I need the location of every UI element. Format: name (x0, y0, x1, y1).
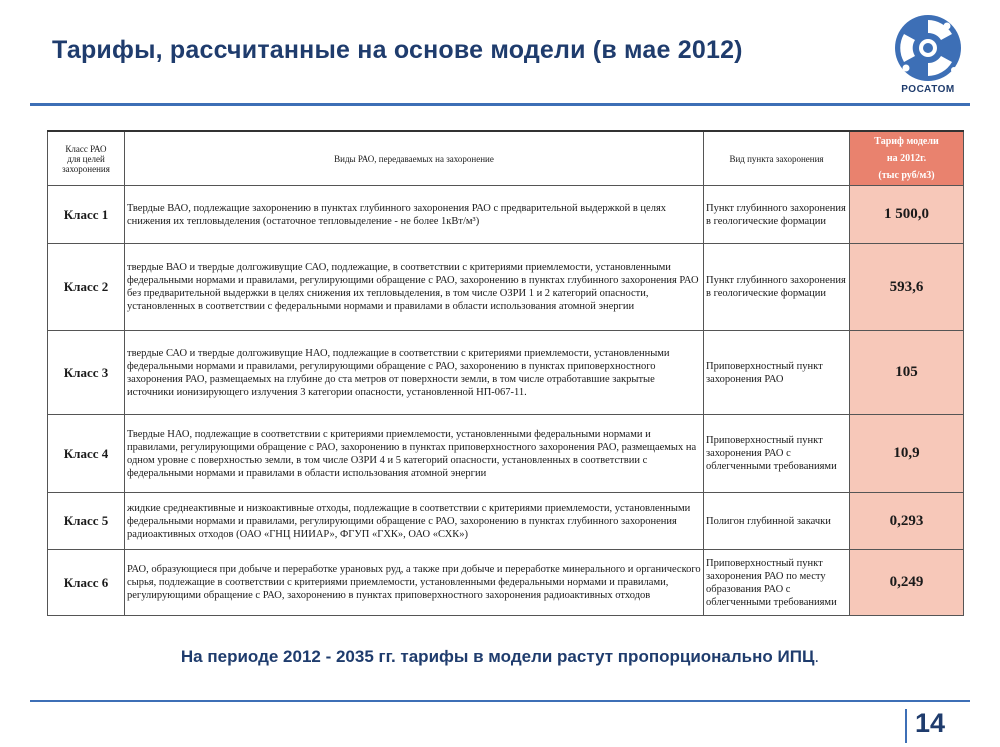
tariff-value-cell: 1 500,0 (850, 186, 964, 244)
footnote-text: На периоде 2012 - 2035 гг. тарифы в модели растут пропорционально ИПЦ (180, 647, 815, 666)
site-cell: Приповерхностный пункт захоронения РАО с облегченными требованиями (704, 415, 850, 493)
tariff-table (47, 130, 964, 616)
header-divider (30, 103, 970, 106)
description-cell: жидкие среднеактивные и низкоактивные отходы, подлежащие в соответствии с критериями приемлемости, установленными федеральными нормами и правилами, регулирующими обращение с РАО, захоронению в пунктах глубинного захоронения радиоактивных отходов (ОАО «ГНЦ НИИАР», ФГУП «ГХК», ОАО «СХК») (125, 493, 704, 550)
table-row (48, 415, 964, 493)
tariff-value-cell: 0,249 (850, 550, 964, 616)
table-row (48, 331, 964, 415)
site-cell: Полигон глубинной закачки (704, 493, 850, 550)
header-tariff (850, 131, 964, 186)
site-cell: Пункт глубинного захоронения в геологические формации (704, 244, 850, 331)
logo-text: РОСАТОМ (901, 84, 955, 95)
table-row (48, 493, 964, 550)
footnote (0, 647, 1000, 667)
header-site: Вид пункта захоронения (704, 131, 850, 186)
header-tariff-line1: Тариф модели (874, 136, 939, 147)
rosatom-logo (884, 12, 972, 102)
tariff-value-cell: 10,9 (850, 415, 964, 493)
class-cell: Класс 6 (48, 550, 125, 616)
header-class-line3: захоронения (62, 163, 110, 174)
class-cell: Класс 2 (48, 244, 125, 331)
table-row (48, 244, 964, 331)
rosatom-logo-icon (892, 12, 964, 84)
tariff-value-cell: 593,6 (850, 244, 964, 331)
class-cell: Класс 5 (48, 493, 125, 550)
class-cell: Класс 4 (48, 415, 125, 493)
header-class-line2: для целей (67, 153, 105, 164)
table-header-row (48, 131, 964, 186)
footer-divider (30, 700, 970, 702)
header-class-line1: Класс РАО (65, 143, 107, 154)
page-number: 14 (915, 708, 946, 738)
header-tariff-line2: на 2012г. (886, 153, 927, 164)
description-cell: Твердые ВАО, подлежащие захоронению в пунктах глубинного захоронения РАО с предварительной выдержкой в целях снижения их тепловыделения (остаточное тепловыделение - не более 1кВт/м³) (125, 186, 704, 244)
page-title: Тарифы, рассчитанные на основе модели (в мае 2012) (52, 36, 743, 64)
header-types: Виды РАО, передаваемых на захоронение (125, 131, 704, 186)
tariff-value-cell: 105 (850, 331, 964, 415)
description-cell: Твердые НАО, подлежащие в соответствии с критериями приемлемости, установленными федеральными нормами и правилами, регулирующими обращение с РАО, захоронению в пунктах приповерхностного захоронения РАО, размещаемых на одном уровне с поверхностью земли, в том числе ОЗРИ 4 и 5 категорий опасности, установленных в соответствии с федеральными нормами и правилами в области использования атомной энергии (125, 415, 704, 493)
table-row (48, 186, 964, 244)
header-class (48, 131, 125, 186)
site-cell: Приповерхностный пункт захоронения РАО (704, 331, 850, 415)
site-cell: Пункт глубинного захоронения в геологические формации (704, 186, 850, 244)
tariff-value-cell: 0,293 (850, 493, 964, 550)
page-number-separator (905, 709, 907, 743)
class-cell: Класс 1 (48, 186, 125, 244)
class-cell: Класс 3 (48, 331, 125, 415)
description-cell: твердые САО и твердые долгоживущие НАО, подлежащие в соответствии с критериями приемлемости, установленными федеральными нормами и правилами, регулирующими обращение с РАО, захоронению в пунктах приповерхностного захоронения РАО, размещаемых на глубине до ста метров от поверхности земли, в том числе отработавшие закрытые источники ионизирующего излучения 3 категории опасности, установленной НП-067-11. (125, 331, 704, 415)
site-cell: Приповерхностный пункт захоронения РАО по месту образования РАО с облегченными требованиями (704, 550, 850, 616)
table-row (48, 550, 964, 616)
header-tariff-line3: (тыс руб/м3) (878, 170, 935, 181)
footnote-period: . (814, 647, 820, 666)
description-cell: РАО, образующиеся при добыче и переработке урановых руд, а также при добыче и переработке минерального и органического сырья, подлежащие в соответствии с критериями приемлемости, установленными федеральными нормами и правилами, регулирующими обращение с РАО, захоронению в пунктах приповерхностного захоронения радиоактивных отходов (125, 550, 704, 616)
description-cell: твердые ВАО и твердые долгоживущие САО, подлежащие, в соответствии с критериями приемлемости, установленными федеральными нормами и правилами, регулирующими обращение с РАО, захоронению в пунктах глубинного захоронения РАО без предварительной выдержки в целях снижения их тепловыделения, в том числе ОЗРИ 1 и 2 категорий опасности, установленных в соответствии с федеральными нормами и правилами в области использования атомной энергии (125, 244, 704, 331)
